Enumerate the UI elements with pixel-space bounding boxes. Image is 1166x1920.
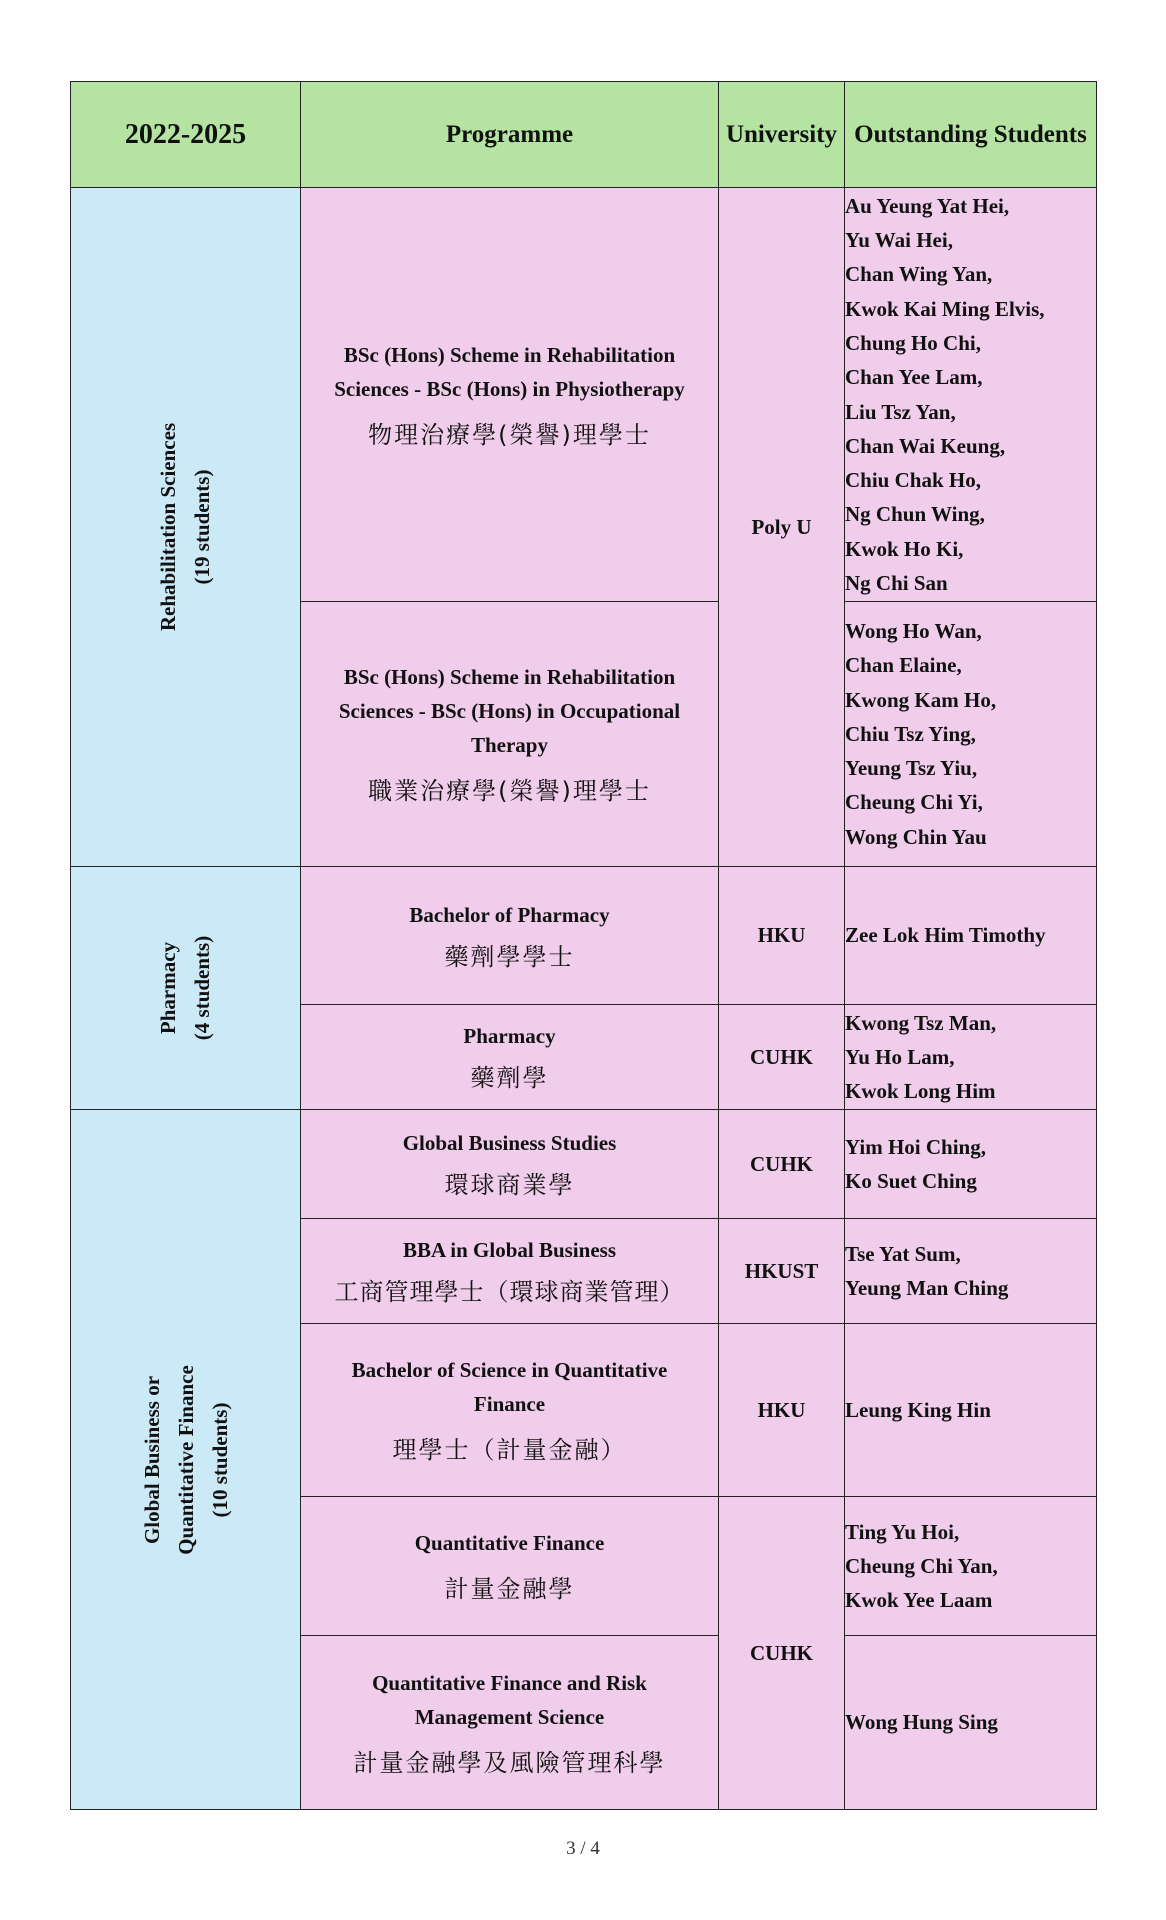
category-count: (10 students): [207, 1402, 232, 1517]
programme-name-en: Global Business Studies: [402, 1131, 617, 1155]
programme-cell: [301, 1636, 719, 1810]
students-cell: [845, 602, 1097, 867]
category-label: Quantitative Finance: [173, 1364, 198, 1555]
category-pharmacy: [71, 867, 301, 1110]
student-name: Au Yeung Yat Hei,: [845, 193, 1010, 218]
university-cell: CUHK: [719, 1497, 845, 1810]
students-cell: [845, 1110, 1097, 1219]
student-name: Chung Ho Chi,: [845, 330, 981, 355]
student-name: Yu Ho Lam,: [845, 1044, 955, 1069]
programme-cell: [301, 1219, 719, 1324]
student-name: Chan Wai Keung,: [845, 433, 1006, 458]
university-cell: HKU: [719, 1324, 845, 1497]
student-name: Zee Lok Him Timothy: [845, 923, 1046, 948]
table-row: [71, 188, 1097, 602]
programme-name-zh: 藥劑學: [470, 1064, 549, 1092]
student-name: Yeung Tsz Yiu,: [845, 756, 978, 781]
category-rehabilitation-sciences: [71, 188, 301, 867]
programme-name-zh: 職業治療學(榮譽)理學士: [368, 777, 651, 805]
student-name: Cheung Chi Yi,: [845, 790, 983, 815]
student-name: Wong Ho Wan,: [845, 618, 982, 643]
outstanding-students-table: [70, 81, 1097, 1810]
category-count: (4 students): [190, 935, 215, 1041]
university-cell: CUHK: [719, 1005, 845, 1110]
page-number: 3 / 4: [566, 1838, 600, 1859]
university-cell: Poly U: [719, 188, 845, 867]
programme-name-zh: 計量金融學及風險管理科學: [353, 1748, 666, 1777]
programme-name-zh: 藥劑學學士: [444, 942, 575, 971]
student-name: Chan Elaine,: [845, 653, 962, 678]
student-name: Liu Tsz Yan,: [845, 399, 956, 424]
programme-cell: [301, 1110, 719, 1219]
programme-name-en: Pharmacy: [463, 1024, 556, 1048]
programme-cell: [301, 188, 719, 602]
students-cell: [845, 1005, 1097, 1110]
student-name: Leung King Hin: [845, 1397, 991, 1422]
student-name: Ting Yu Hoi,: [845, 1519, 960, 1544]
student-name: Kwok Kai Ming Elvis,: [845, 296, 1045, 321]
category-label: Rehabilitation Sciences: [156, 422, 181, 632]
programme-cell: [301, 1005, 719, 1110]
table-row: [71, 1110, 1097, 1219]
student-name: Cheung Chi Yan,: [845, 1553, 998, 1578]
students-cell: [845, 1497, 1097, 1636]
student-name: Yeung Man Ching: [845, 1276, 1009, 1300]
student-name: Chiu Tsz Ying,: [845, 721, 976, 746]
category-count: (19 students): [190, 469, 215, 585]
student-name: Wong Hung Sing: [845, 1710, 998, 1735]
students-cell: [845, 1636, 1097, 1810]
student-name: Kwok Ho Ki,: [845, 536, 964, 561]
university-cell: HKU: [719, 867, 845, 1005]
programme-name-en: Bachelor of Pharmacy: [409, 902, 610, 927]
table-header-row: [71, 82, 1097, 188]
programme-name-zh: 計量金融學: [444, 1575, 575, 1603]
programme-name-en: Bachelor of Science in Quantitative Finance: [351, 1358, 668, 1416]
student-name: Tse Yat Sum,: [845, 1241, 961, 1266]
header-students: Outstanding Students: [845, 82, 1097, 188]
students-cell: [845, 1324, 1097, 1497]
table-row: [71, 867, 1097, 1005]
students-cell: [845, 867, 1097, 1005]
programme-name-en: Quantitative Finance and Risk Management Science: [372, 1670, 647, 1729]
programme-name-en: Quantitative Finance: [414, 1531, 605, 1555]
header-programme: Programme: [301, 82, 719, 188]
programme-name-zh: 理學士（計量金融）: [392, 1436, 627, 1464]
programme-name-zh: 環球商業學: [444, 1171, 575, 1199]
student-name: Ng Chun Wing,: [845, 502, 985, 527]
students-cell: [845, 188, 1097, 602]
student-name: Chiu Chak Ho,: [845, 468, 981, 493]
students-cell: [845, 1219, 1097, 1324]
programme-name-zh: 物理治療學(榮譽)理學士: [368, 420, 651, 449]
student-name: Wong Chin Yau: [845, 824, 987, 849]
student-name: Kwok Yee Laam: [845, 1588, 993, 1613]
student-name: Chan Yee Lam,: [845, 365, 983, 390]
student-name: Yim Hoi Ching,: [845, 1134, 986, 1159]
category-label: Pharmacy: [156, 941, 181, 1035]
programme-cell: [301, 1324, 719, 1497]
university-cell: HKUST: [719, 1219, 845, 1324]
student-name: Ng Chi San: [845, 570, 948, 595]
student-name: Ko Suet Ching: [845, 1169, 977, 1193]
student-name: Yu Wai Hei,: [845, 228, 953, 253]
category-global-business-quantitative-finance: [71, 1110, 301, 1810]
programme-name-en: BSc (Hons) Scheme in Rehabilitation Sciences - BSc (Hons) in Occupational Therapy: [338, 665, 681, 757]
category-label: Global Business or: [139, 1375, 164, 1544]
student-name: Kwong Kam Ho,: [845, 687, 997, 712]
programme-name-en: BBA in Global Business: [402, 1238, 616, 1262]
programme-name-zh: 工商管理學士（環球商業管理）: [334, 1278, 685, 1306]
university-cell: CUHK: [719, 1110, 845, 1219]
programme-cell: [301, 867, 719, 1005]
programme-name-en: BSc (Hons) Scheme in Rehabilitation Sciences - BSc (Hons) in Physiotherapy: [334, 342, 685, 401]
header-university: University: [719, 82, 845, 188]
student-name: Kwok Long Him: [845, 1079, 996, 1104]
programme-cell: [301, 602, 719, 867]
header-year: 2022-2025: [71, 82, 301, 188]
programme-cell: [301, 1497, 719, 1636]
student-name: Kwong Tsz Man,: [845, 1010, 997, 1035]
student-name: Chan Wing Yan,: [845, 262, 993, 287]
